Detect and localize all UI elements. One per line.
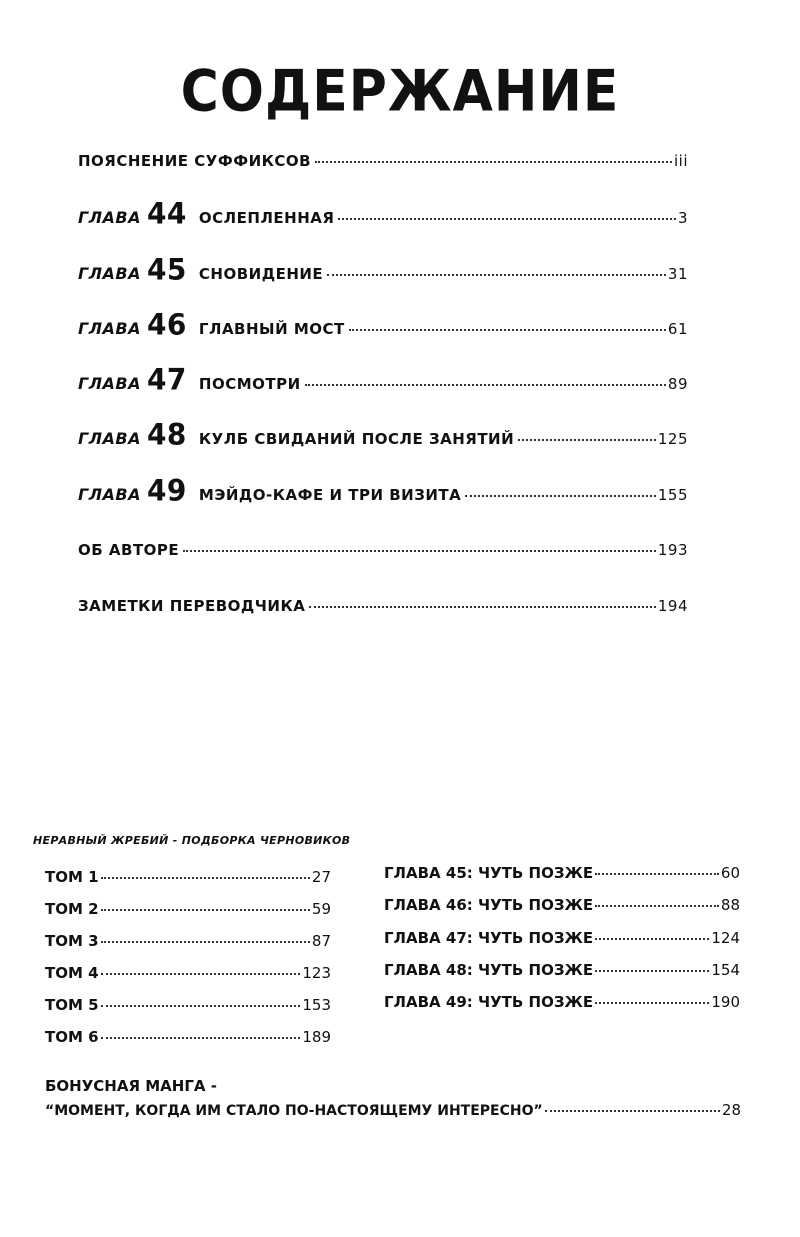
chapter-label: ГЛАВА: [78, 319, 141, 338]
toc-page-number: iii: [673, 152, 688, 170]
draft-chapter-name: ГЛАВА 46: ЧУТЬ ПОЗЖЕ: [384, 896, 594, 914]
chapter-label: ГЛАВА: [78, 429, 141, 448]
bonus-manga-label: БОНУСНАЯ МАНГА -: [45, 1077, 217, 1095]
toc-page-number: 155: [657, 486, 688, 504]
toc-row: [78, 307, 688, 342]
toc-row: [78, 196, 688, 231]
toc-entry-name: ПОЯСНЕНИЕ СУФФИКСОВ: [78, 152, 312, 170]
draft-chapter-page-number: 124: [711, 929, 740, 947]
toc-page-number: 193: [657, 541, 688, 559]
chapter-number: 45: [146, 252, 187, 287]
toc-row: [78, 252, 688, 287]
leader-dots: [545, 1110, 720, 1112]
toc-entry-name: ПОСМОТРИ: [198, 375, 301, 393]
toc-row: [78, 362, 688, 397]
drafts-section-heading: НЕРАВНЫЙ ЖРЕБИЙ - ПОДБОРКА ЧЕРНОВИКОВ: [33, 834, 351, 847]
bonus-manga-row: [45, 1101, 741, 1119]
chapter-number: 44: [146, 196, 187, 231]
toc-row: [78, 152, 688, 170]
volume-row: [45, 1028, 331, 1046]
chapter-label: ГЛАВА: [78, 374, 141, 393]
leader-dots: [309, 606, 656, 608]
chapter-number: 46: [146, 307, 187, 342]
volume-page-number: 87: [311, 932, 331, 950]
leader-dots: [305, 384, 666, 386]
chapter-label: ГЛАВА: [78, 208, 141, 227]
draft-chapter-page-number: 190: [711, 993, 740, 1011]
toc-row: [78, 541, 688, 559]
draft-chapter-name: ГЛАВА 48: ЧУТЬ ПОЗЖЕ: [384, 961, 594, 979]
toc-row: [78, 597, 688, 615]
leader-dots: [518, 439, 656, 441]
chapter-label: ГЛАВА: [78, 485, 141, 504]
leader-dots: [595, 970, 709, 972]
leader-dots: [595, 938, 709, 940]
bonus-manga-title: “МОМЕНТ, КОГДА ИМ СТАЛО ПО-НАСТОЯЩЕМУ ИНТЕРЕСНО”: [45, 1103, 543, 1119]
volume-row: [45, 868, 331, 886]
toc-entry-name: СНОВИДЕНИЕ: [198, 265, 324, 283]
leader-dots: [327, 274, 666, 276]
page-title: СОДЕРЖАНИЕ: [180, 59, 620, 125]
volume-page-number: 27: [311, 868, 331, 886]
leader-dots: [101, 941, 310, 943]
volume-name: ТОМ 3: [45, 932, 99, 950]
toc-entry-name: ОСЛЕПЛЕННАЯ: [198, 209, 335, 227]
draft-chapter-page-number: 88: [720, 896, 740, 914]
volume-row: [45, 964, 331, 982]
draft-chapter-page-number: 154: [711, 961, 740, 979]
leader-dots: [101, 1005, 301, 1007]
volume-name: ТОМ 2: [45, 900, 99, 918]
draft-chapter-row: [384, 961, 740, 979]
leader-dots: [101, 909, 310, 911]
volume-page-number: 59: [311, 900, 331, 918]
draft-chapter-row: [384, 929, 740, 947]
leader-dots: [338, 218, 676, 220]
toc-entry-name: КУЛБ СВИДАНИЙ ПОСЛЕ ЗАНЯТИЙ: [198, 430, 515, 448]
leader-dots: [595, 873, 719, 875]
volume-page-number: 153: [302, 996, 331, 1014]
leader-dots: [315, 161, 672, 163]
volume-row: [45, 996, 331, 1014]
toc-entry-name: ЗАМЕТКИ ПЕРЕВОДЧИКА: [78, 597, 306, 615]
leader-dots: [349, 329, 666, 331]
toc-page-number: 89: [667, 375, 688, 393]
draft-chapter-name: ГЛАВА 49: ЧУТЬ ПОЗЖЕ: [384, 993, 594, 1011]
leader-dots: [595, 1002, 709, 1004]
volume-name: ТОМ 4: [45, 964, 99, 982]
chapter-number: 49: [146, 473, 187, 508]
toc-page-number: 31: [667, 265, 688, 283]
draft-chapter-name: ГЛАВА 47: ЧУТЬ ПОЗЖЕ: [384, 929, 594, 947]
toc-entry-name: ОБ АВТОРЕ: [78, 541, 180, 559]
draft-chapter-row: [384, 896, 740, 914]
chapter-number: 47: [146, 362, 187, 397]
leader-dots: [101, 877, 310, 879]
leader-dots: [101, 973, 301, 975]
volume-page-number: 189: [302, 1028, 331, 1046]
volume-row: [45, 932, 331, 950]
draft-chapter-page-number: 60: [720, 864, 740, 882]
toc-page-number: 194: [657, 597, 688, 615]
toc-page-number: 61: [667, 320, 688, 338]
toc-row: [78, 417, 688, 452]
leader-dots: [465, 495, 656, 497]
draft-chapter-row: [384, 864, 740, 882]
toc-page-number: 3: [677, 209, 688, 227]
chapter-number: 48: [146, 417, 187, 452]
chapter-label: ГЛАВА: [78, 264, 141, 283]
toc-page-number: 125: [657, 430, 688, 448]
bonus-page-number: 28: [721, 1101, 741, 1119]
volume-name: ТОМ 6: [45, 1028, 99, 1046]
volume-name: ТОМ 1: [45, 868, 99, 886]
draft-chapter-row: [384, 993, 740, 1011]
leader-dots: [183, 550, 656, 552]
volume-name: ТОМ 5: [45, 996, 99, 1014]
toc-row: [78, 473, 688, 508]
leader-dots: [595, 905, 719, 907]
toc-entry-name: ГЛАВНЫЙ МОСТ: [198, 320, 345, 338]
volume-page-number: 123: [302, 964, 331, 982]
draft-chapter-name: ГЛАВА 45: ЧУТЬ ПОЗЖЕ: [384, 864, 594, 882]
toc-entry-name: МЭЙДО-КАФЕ И ТРИ ВИЗИТА: [198, 486, 462, 504]
leader-dots: [101, 1037, 301, 1039]
volume-row: [45, 900, 331, 918]
